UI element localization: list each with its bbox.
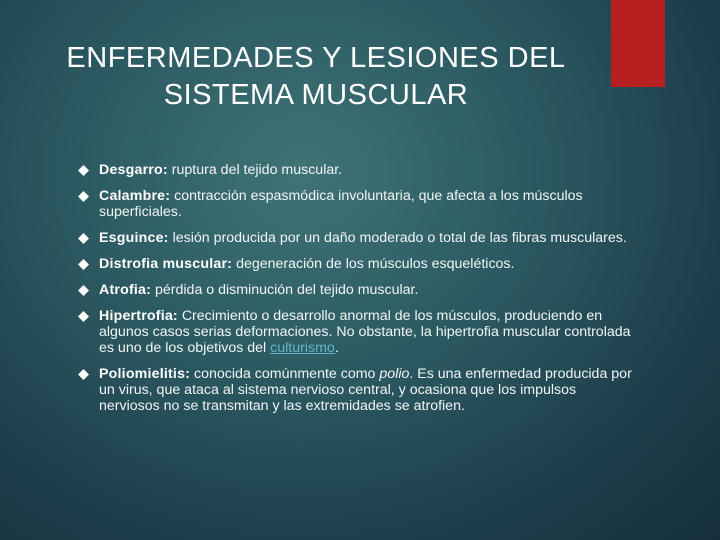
list-item: [78, 256, 638, 272]
item-punctuation: .: [334, 340, 339, 356]
diamond-bullet-icon: [78, 165, 89, 176]
list-item: [78, 366, 638, 414]
item-term: Calambre:: [99, 188, 171, 204]
diamond-bullet-icon: [78, 311, 89, 322]
list-item: [78, 282, 638, 298]
culturismo-link[interactable]: culturismo: [270, 340, 335, 356]
diamond-bullet-icon: [78, 233, 89, 244]
item-description: contracción espasmódica involuntaria, que afecta a los músculos superficiales.: [99, 188, 583, 220]
title-line-1: ENFERMEDADES Y LESIONES DEL: [66, 42, 566, 74]
item-description: pérdida o disminución del tejido muscular.: [155, 282, 419, 298]
red-accent-block: [611, 0, 665, 87]
diamond-bullet-icon: [78, 285, 89, 296]
title-line-2: SISTEMA MUSCULAR: [163, 79, 469, 111]
list-item: [78, 308, 638, 356]
item-description: degeneración de los músculos esqueléticos.: [236, 256, 515, 272]
item-term: Desgarro:: [99, 162, 168, 178]
item-term: Poliomielitis:: [99, 366, 191, 382]
diamond-bullet-icon: [78, 191, 89, 202]
list-item: [78, 162, 638, 178]
item-term: Distrofia muscular:: [99, 256, 233, 272]
diamond-bullet-icon: [78, 369, 89, 380]
list-item: [78, 188, 638, 220]
slide-title: [36, 40, 596, 114]
item-term: Hipertrofia:: [99, 308, 178, 324]
item-description: Crecimiento o desarrollo anormal de los músculos, produciendo en algunos casos serias deformaciones. No obstante, la hipertrofia muscular controlada es uno de los objetivos del: [99, 308, 631, 356]
bullet-list: [78, 162, 638, 423]
item-description: ruptura del tejido muscular.: [171, 162, 343, 178]
item-description: conocida comúnmente como: [194, 366, 376, 382]
item-emphasis: polio: [379, 366, 410, 382]
item-description: lesión producida por un daño moderado o total de las fibras musculares.: [172, 230, 627, 246]
diamond-bullet-icon: [78, 259, 89, 270]
list-item: [78, 230, 638, 246]
item-term: Esguince:: [99, 230, 169, 246]
item-term: Atrofia:: [99, 282, 152, 298]
item-description-continued: . Es una enfermedad producida por un virus, que ataca al sistema nervioso central, y ocasiona que los impulsos nerviosos no se transmitan y las extremidades se atrofien.: [99, 366, 632, 414]
